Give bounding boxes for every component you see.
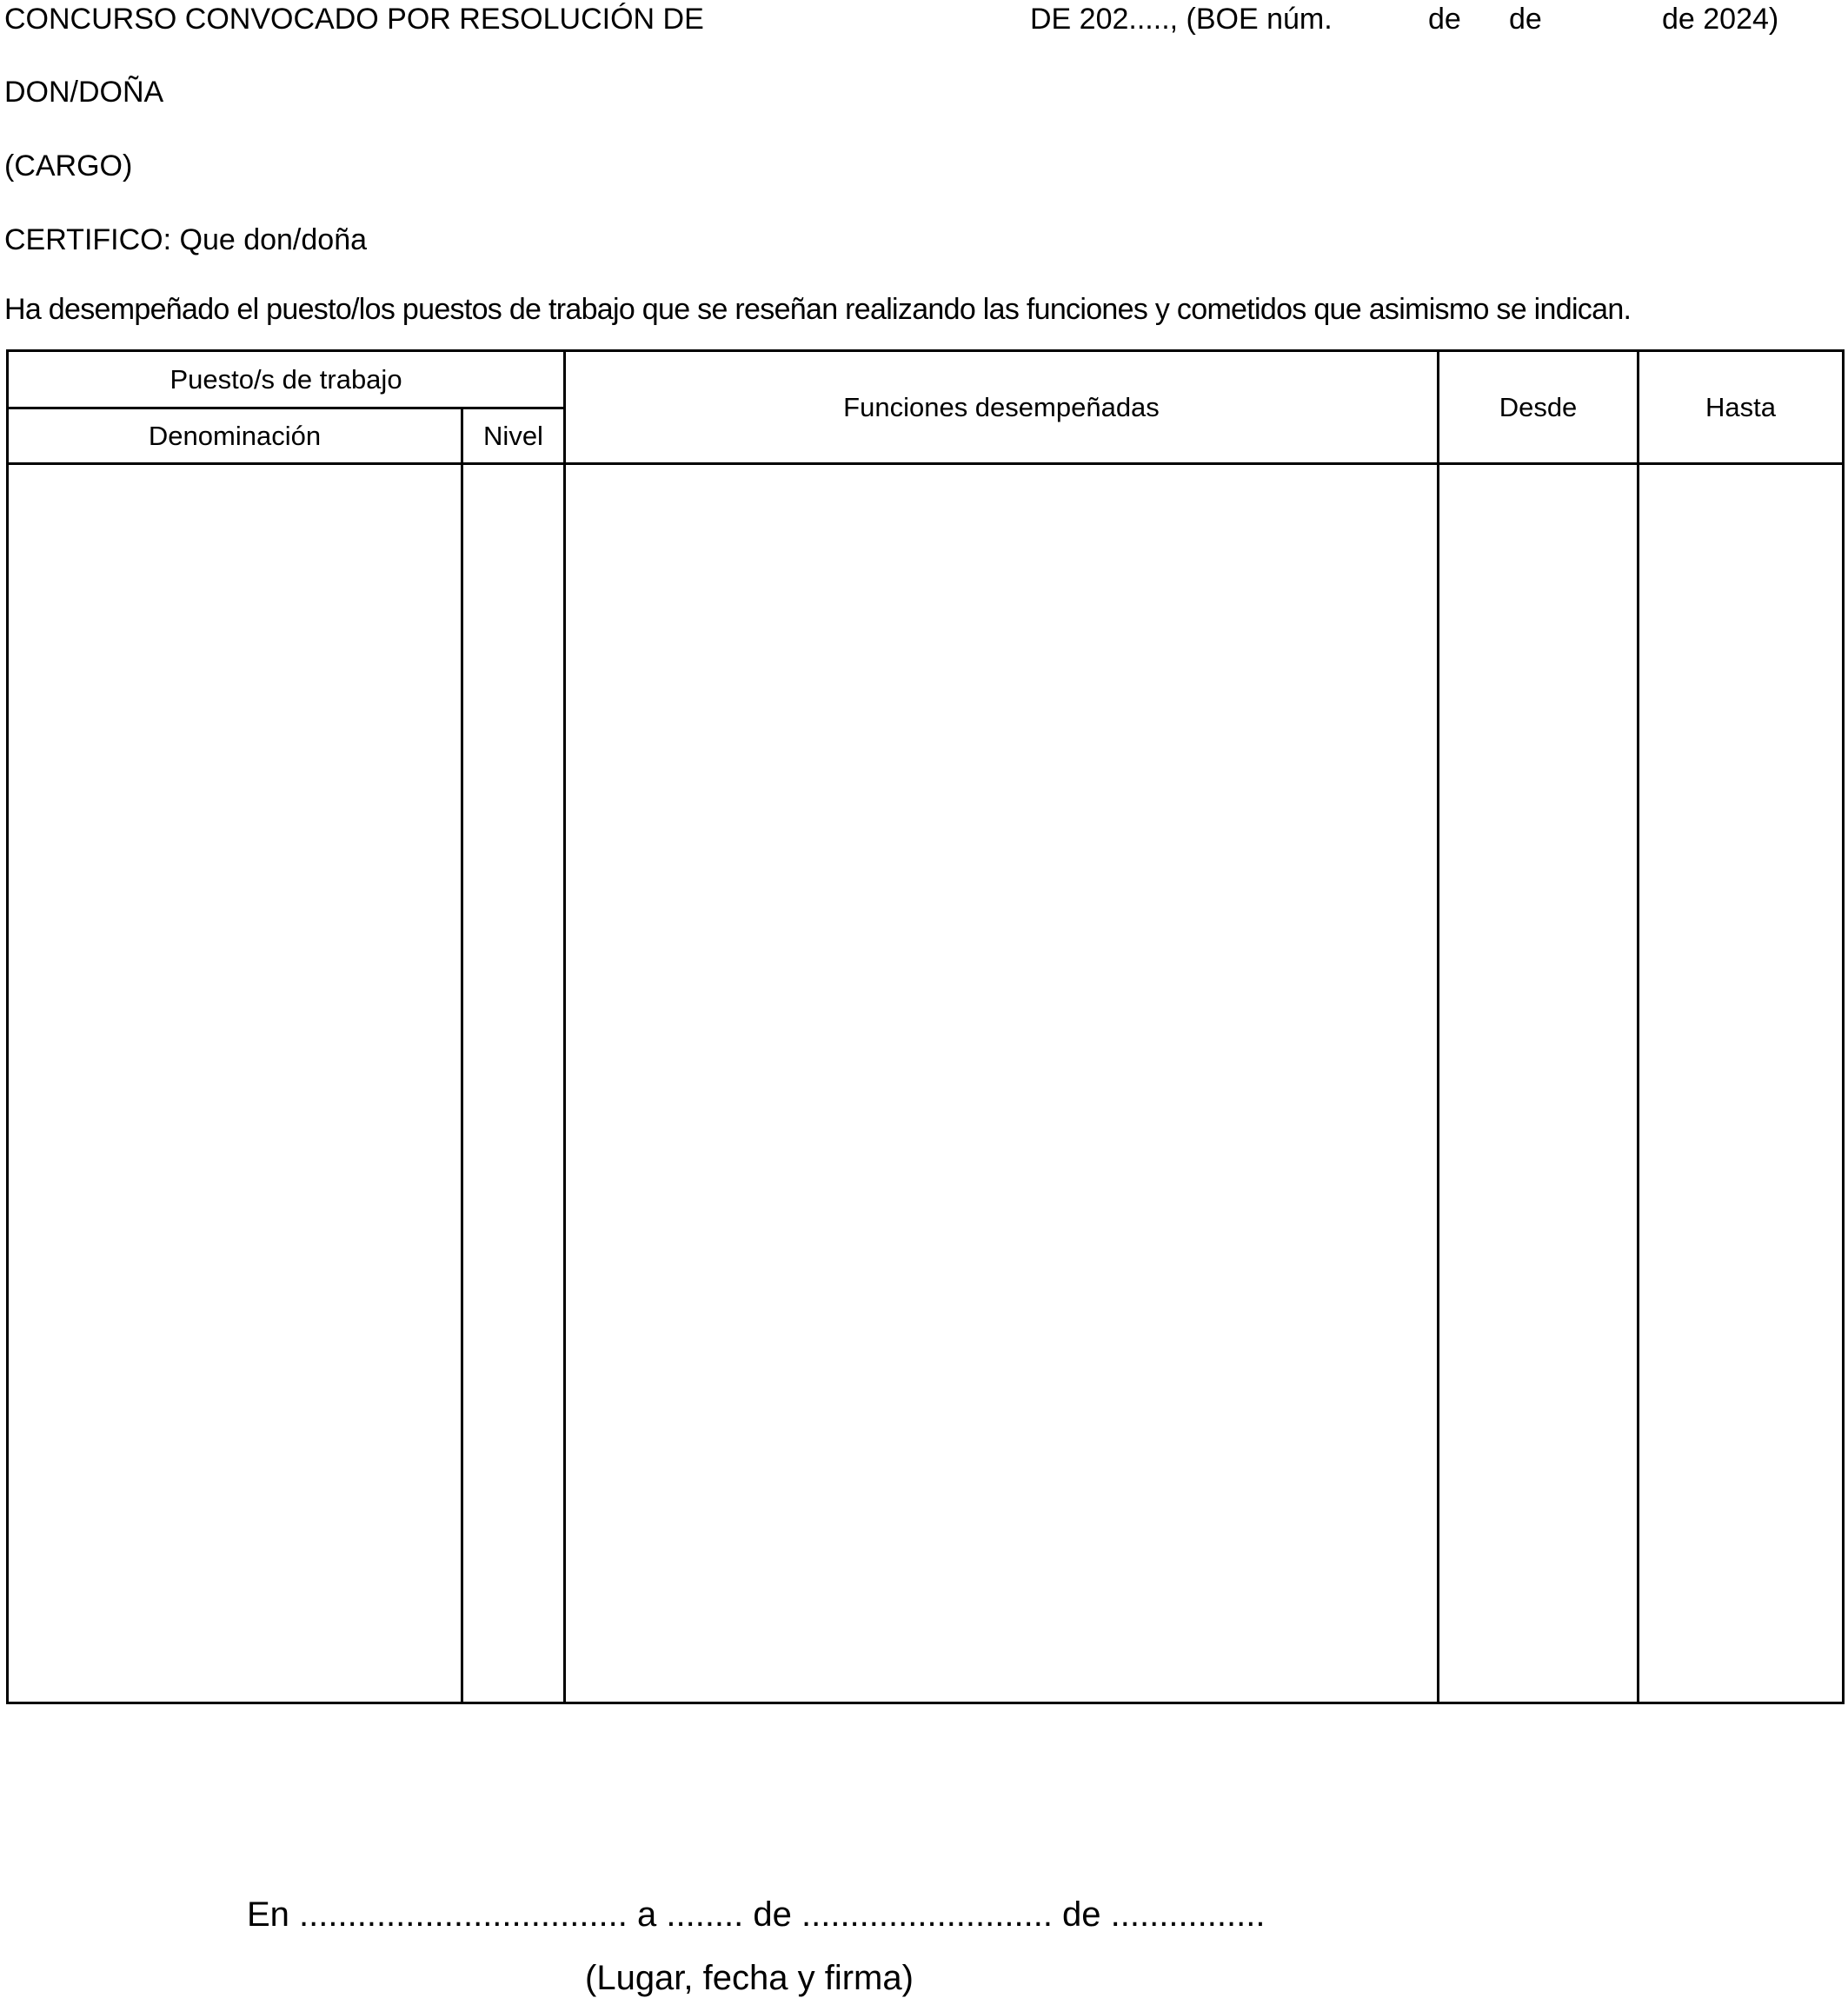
denominacion-column-header: Denominación: [8, 408, 462, 464]
header-de-label-2: de: [1509, 3, 1542, 36]
header-year-boe-label: DE 202....., (BOE núm.: [1030, 3, 1333, 36]
cargo-label: (CARGO): [4, 149, 133, 183]
don-dona-label: DON/DOÑA: [4, 76, 164, 109]
nivel-cell[interactable]: [462, 464, 565, 1703]
header-de-label-1: de: [1428, 3, 1461, 36]
functions-table: [6, 349, 1845, 1704]
signature-caption: (Lugar, fecha y firma): [585, 1959, 914, 1997]
funciones-column-header: Funciones desempeñadas: [565, 351, 1439, 464]
denominacion-cell[interactable]: [8, 464, 462, 1703]
hasta-column-header: Hasta: [1639, 351, 1844, 464]
hasta-cell[interactable]: [1639, 464, 1844, 1703]
signature-date-line: En .................................. a ........ de .......................... de ................: [247, 1895, 1266, 1934]
header-year-label: de 2024): [1662, 3, 1779, 36]
intro-paragraph: Ha desempeñado el puesto/los puestos de trabajo que se reseñan realizando las funciones y cometidos que asimismo se indican.: [4, 293, 1632, 326]
funciones-cell[interactable]: [565, 464, 1439, 1703]
puestos-group-header: Puesto/s de trabajo: [8, 351, 565, 408]
header-resolucion-label: CONCURSO CONVOCADO POR RESOLUCIÓN DE: [4, 3, 704, 36]
table-header-row-1: [8, 351, 1844, 408]
certifico-label: CERTIFICO: Que don/doña: [4, 223, 368, 256]
table-row: [8, 464, 1844, 1703]
nivel-column-header: Nivel: [462, 408, 565, 464]
desde-column-header: Desde: [1439, 351, 1639, 464]
desde-cell[interactable]: [1439, 464, 1639, 1703]
